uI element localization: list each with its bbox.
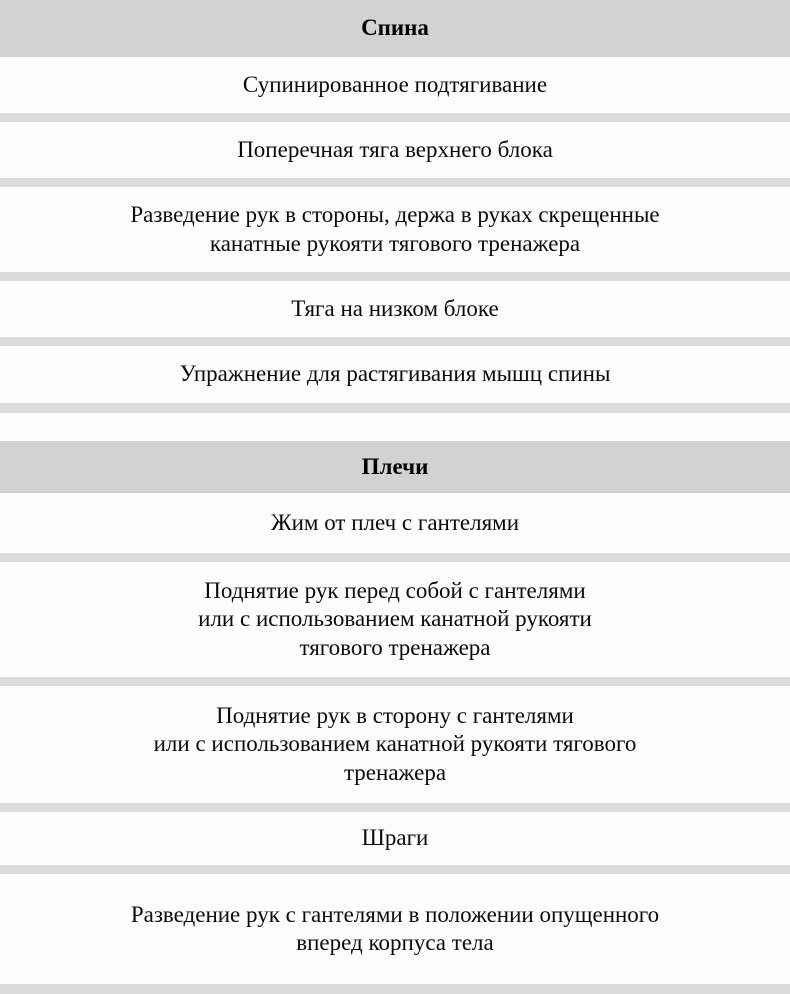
table-row <box>0 562 790 677</box>
exercise-name <box>14 702 776 786</box>
exercise-name: Супинированное подтягивание <box>242 71 548 97</box>
table-row <box>0 874 790 984</box>
exercise-name: Поперечная тяга верхнего блока <box>237 136 553 162</box>
table-row <box>0 122 790 178</box>
row-separator <box>0 272 790 281</box>
row-separator <box>0 803 790 812</box>
exercise-name-line: вперед корпуса тела <box>296 930 494 955</box>
exercise-name-line: или с использованием канатной рукояти <box>198 606 592 632</box>
section-title-shoulders: Плечи <box>361 453 429 479</box>
exercise-name-line: Поднятие рук в сторону с гантелями <box>216 703 574 729</box>
exercise-name: Жим от плеч с гантелями <box>270 509 520 535</box>
exercise-name: Шраги <box>361 825 429 851</box>
table-row <box>0 493 790 553</box>
table-row <box>0 57 790 113</box>
row-separator <box>0 178 790 187</box>
table-row <box>0 346 790 403</box>
exercise-name-line: тягового тренажера <box>299 634 491 660</box>
exercise-name-line: Разведение рук в стороны, держа в руках скрещенные <box>130 202 660 228</box>
row-separator <box>0 403 790 413</box>
section-title-back: Спина <box>361 15 429 41</box>
exercise-name: Упражнение для растягивания мышц спины <box>179 361 611 387</box>
exercise-name-line: Разведение рук с гантелями в положении опущенного <box>130 901 660 927</box>
row-separator <box>0 553 790 562</box>
table-row <box>0 812 790 865</box>
exercise-name <box>14 901 776 957</box>
exercise-name: Тяга на низком блоке <box>291 295 499 321</box>
table-row <box>0 686 790 803</box>
exercise-name <box>14 577 776 661</box>
row-separator <box>0 984 790 994</box>
row-separator <box>0 113 790 122</box>
exercise-name <box>14 201 776 257</box>
table-row <box>0 187 790 272</box>
section-header-shoulders <box>0 441 790 493</box>
row-separator <box>0 337 790 346</box>
exercise-name-line: Поднятие рук перед собой с гантелями <box>204 578 586 604</box>
section-gap <box>0 413 790 441</box>
row-separator <box>0 865 790 874</box>
section-header-back <box>0 0 790 57</box>
exercise-name-line: тренажера <box>343 759 447 785</box>
exercise-name-line: или с использованием канатной рукояти тягового <box>153 731 637 757</box>
exercise-name-line: канатные рукояти тягового тренажера <box>209 230 581 256</box>
row-separator <box>0 677 790 686</box>
table-row <box>0 281 790 337</box>
